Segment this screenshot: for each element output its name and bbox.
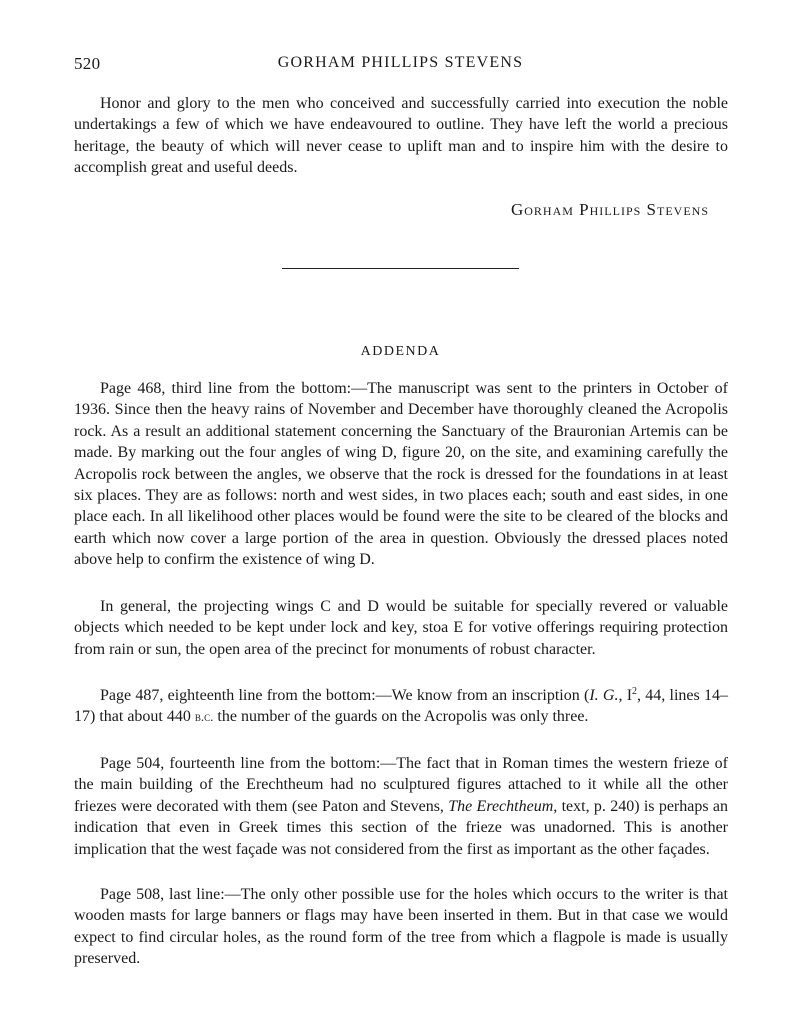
addenda-paragraph-1: Page 468, third line from the bottom:—The manuscript was sent to the printers in October of 1936. Since then the heavy rains of November and December have thoroughly cleaned the Acropolis rock. As a result an additional statement concerning the Sanctuary of the Brauronian Artemis can be made. By marking out the four angles of wing D, figure 20, on the site, and examining carefully the Acropolis rock between the angles, we observe that the rock is dressed for the foundations in at least six places. They are as follows: north and west sides, in two places each; south and east sides, in one place each. In all likelihood other places would be found were the site to be cleared of the blocks and earth which now cover a large portion of the area in question. Obviously the dressed places noted above help to confirm the existence of wing D. (74, 380, 728, 569)
text-run: I (622, 687, 633, 704)
text-run: Page 504, fourteenth line from the bottom:—The fact that in Roman times the western frieze of the main building of the Erechtheum had no sculptured figures attached to it while all the other friezes were decorated with them (see Paton and Stevens, (74, 755, 728, 815)
addenda-heading: ADDENDA (360, 344, 441, 359)
addenda-paragraph-4 (74, 753, 728, 860)
page-header (74, 54, 727, 80)
page-number: 520 (74, 54, 101, 73)
era-abbreviation: b.c. (194, 709, 214, 725)
text-run: , 44, lines 14–17) that about 440 (74, 687, 729, 726)
addenda-paragraph-2: In general, the projecting wings C and D would be suitable for specially revered or valuable objects which needed to be kept under lock and key, stoa E for votive offerings requiring protection from rain or sun, the open area of the precinct for monuments of robust character. (74, 598, 728, 658)
section-divider (282, 268, 519, 269)
addenda-paragraph-3 (74, 685, 728, 728)
book-title-italic: The Erechtheum, (448, 797, 558, 815)
text-run: the number of the guards on the Acropolis was only three. (213, 708, 589, 726)
addenda-paragraph-5: Page 508, last line:—The only other possible use for the holes which occurs to the writer is that wooden masts for large banners or flags may have been inserted in them. But in that case we would expect to find circular holes, as the round form of the tree from which a flagpole is made is usually preserved. (74, 886, 728, 968)
text-run: text, p. 240) is perhaps an indication that even in Greek times this section of the frieze was unadorned. This is another implication that the west façade was not considered from the first as important as the other façades. (74, 797, 728, 858)
superscript: 2 (632, 686, 638, 697)
citation-italic: I. G., (589, 687, 623, 704)
running-head: GORHAM PHILLIPS STEVENS (277, 54, 524, 71)
text-run: Page 487, eighteenth line from the bottom:—We know from an inscription ( (100, 687, 590, 704)
author-signature: Gorham Phillips Stevens (510, 200, 709, 219)
closing-paragraph: Honor and glory to the men who conceived and successfully carried into execution the noble undertakings a few of which we have endeavoured to outline. They have left the world a precious heritage, the beauty of which will never cease to uplift man and to inspire him with the desire to accomplish great and useful deeds. (74, 95, 728, 177)
